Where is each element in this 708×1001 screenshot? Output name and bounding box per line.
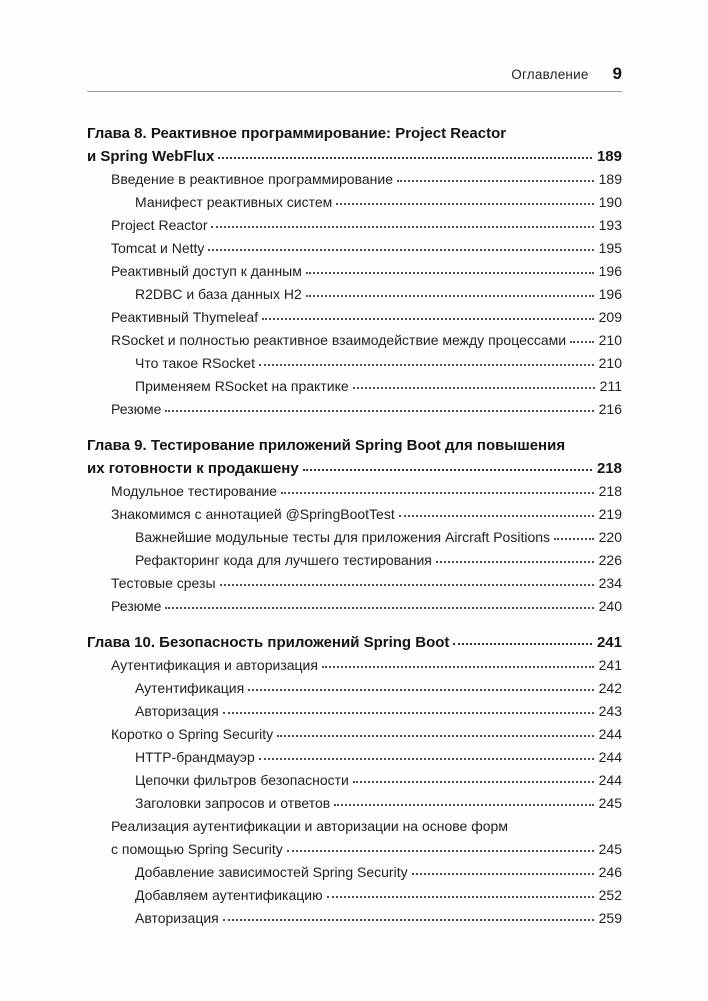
dot-leader (399, 515, 594, 517)
entry-last-line (111, 654, 622, 677)
entry-title: Манифест реактивных систем (135, 194, 333, 210)
toc-section (87, 434, 622, 618)
entry-title: Резюме (111, 598, 162, 614)
entry-title: с помощью Spring Security (111, 841, 283, 857)
entry-title: Модульное тестирование (111, 483, 278, 499)
dot-leader (327, 896, 594, 898)
toc-entry (87, 480, 622, 503)
dot-leader (165, 607, 593, 609)
entry-last-line (111, 480, 622, 503)
entry-title: Реактивный Thymeleaf (111, 309, 259, 325)
entry-last-line (135, 746, 622, 769)
entry-title: Важнейшие модульные тесты для приложения Aircraft Positions (135, 529, 551, 545)
toc-entry (87, 398, 622, 421)
dot-leader (281, 492, 594, 494)
toc-entry (87, 861, 622, 884)
dot-leader (218, 157, 592, 159)
entry-last-line (135, 283, 622, 306)
entry-page-number: 259 (598, 910, 622, 926)
entry-title: Авторизация (135, 910, 219, 926)
dot-leader (353, 387, 595, 389)
entry-page-number: 234 (598, 575, 622, 591)
entry-page-number: 245 (598, 841, 622, 857)
toc-entry (87, 168, 622, 191)
toc-entry (87, 572, 622, 595)
toc-entry (87, 792, 622, 815)
dot-leader (436, 561, 594, 563)
dot-leader (262, 318, 594, 320)
entry-title: Аутентификация и авторизация (111, 657, 318, 673)
page-header (87, 64, 622, 84)
entry-page-number: 189 (598, 171, 622, 187)
entry-page-number: 190 (598, 194, 622, 210)
toc-section (87, 122, 622, 421)
entry-title: Глава 10. Безопасность приложений Spring Boot (87, 634, 450, 651)
entry-page-number: 209 (598, 309, 622, 325)
entry-page-number: 240 (598, 598, 622, 614)
entry-last-line (87, 145, 622, 168)
dot-leader (259, 364, 594, 366)
entry-last-line (135, 526, 622, 549)
toc-entry (87, 191, 622, 214)
entry-title: Цепочки фильтров безопасности (135, 772, 349, 788)
entry-last-line (111, 237, 622, 260)
entry-page-number: 244 (598, 772, 622, 788)
entry-last-line (111, 838, 622, 861)
entry-last-line (135, 677, 622, 700)
toc-list (87, 122, 622, 930)
entry-title: Реактивный доступ к данным (111, 263, 302, 279)
toc-entry (87, 700, 622, 723)
entry-last-line (111, 723, 622, 746)
entry-page-number: 242 (598, 680, 622, 696)
entry-last-line (111, 168, 622, 191)
dot-leader (453, 643, 592, 645)
toc-entry (87, 815, 622, 861)
dot-leader (287, 850, 594, 852)
entry-title: Добавляем аутентификацию (135, 887, 323, 903)
entry-title: Тестовые срезы (111, 575, 216, 591)
entry-last-line (87, 457, 622, 480)
entry-last-line (111, 398, 622, 421)
entry-title: и Spring WebFlux (87, 148, 215, 165)
entry-last-line (135, 907, 622, 930)
entry-page-number: 211 (599, 378, 622, 394)
entry-last-line (111, 503, 622, 526)
entry-last-line (111, 260, 622, 283)
entry-page-number: 189 (596, 148, 622, 165)
dot-leader (412, 873, 594, 875)
toc-entry (87, 746, 622, 769)
entry-text-line: Глава 9. Тестирование приложений Spring Boot для повышения (87, 437, 566, 454)
running-head: Оглавление (511, 67, 589, 82)
dot-leader (353, 781, 594, 783)
dot-leader (223, 712, 594, 714)
toc-entry (87, 769, 622, 792)
entry-last-line (135, 700, 622, 723)
entry-title: RSocket и полностью реактивное взаимодействие между процессами (111, 332, 567, 348)
entry-title: Добавление зависимостей Spring Security (135, 864, 408, 880)
toc-entry (87, 677, 622, 700)
entry-page-number: 210 (598, 355, 622, 371)
entry-last-line (135, 861, 622, 884)
entry-page-number: 216 (598, 401, 622, 417)
toc-chapter-heading (87, 631, 622, 654)
dot-leader (306, 272, 594, 274)
entry-page-number: 193 (598, 217, 622, 233)
entry-title: Применяем RSocket на практике (135, 378, 349, 394)
entry-title: Коротко о Spring Security (111, 726, 274, 742)
dot-leader (570, 341, 594, 343)
dot-leader (248, 689, 593, 691)
entry-title: Заголовки запросов и ответов (135, 795, 331, 811)
toc-chapter-heading (87, 122, 622, 168)
entry-page-number: 210 (598, 332, 622, 348)
entry-title: HTTP-брандмауэр (135, 749, 255, 765)
toc-entry (87, 352, 622, 375)
entry-last-line (111, 329, 622, 352)
toc-entry (87, 884, 622, 907)
dot-leader (211, 226, 593, 228)
toc-entry (87, 375, 622, 398)
dot-leader (554, 538, 594, 540)
entry-title: Резюме (111, 401, 162, 417)
entry-page-number: 245 (598, 795, 622, 811)
entry-page-number: 220 (598, 529, 622, 545)
toc-entry (87, 503, 622, 526)
toc-entry (87, 654, 622, 677)
toc-entry (87, 549, 622, 572)
entry-page-number: 244 (598, 726, 622, 742)
entry-last-line (111, 572, 622, 595)
page-number: 9 (612, 64, 622, 83)
entry-title: Знакомимся с аннотацией @SpringBootTest (111, 506, 395, 522)
entry-last-line (135, 375, 622, 398)
dot-leader (397, 180, 594, 182)
entry-page-number: 244 (598, 749, 622, 765)
entry-last-line (111, 306, 622, 329)
entry-title: Аутентификация (135, 680, 245, 696)
entry-page-number: 243 (598, 703, 622, 719)
entry-title: Project Reactor (111, 217, 208, 233)
entry-title: Рефакторинг кода для лучшего тестирования (135, 552, 432, 568)
toc-entry (87, 595, 622, 618)
dot-leader (220, 584, 594, 586)
dot-leader (306, 295, 594, 297)
entry-page-number: 196 (598, 263, 622, 279)
entry-title: R2DBC и база данных H2 (135, 286, 302, 302)
dot-leader (303, 469, 592, 471)
entry-page-number: 252 (598, 887, 622, 903)
toc-entry (87, 723, 622, 746)
entry-last-line (135, 352, 622, 375)
toc-entry (87, 907, 622, 930)
toc-entry (87, 214, 622, 237)
entry-text-line: Глава 8. Реактивное программирование: Project Reactor (87, 125, 507, 142)
entry-page-number: 246 (598, 864, 622, 880)
entry-last-line (111, 595, 622, 618)
entry-title: их готовности к продакшену (87, 460, 299, 477)
entry-page-number: 196 (598, 286, 622, 302)
toc-entry (87, 237, 622, 260)
dot-leader (322, 666, 594, 668)
entry-page-number: 241 (596, 634, 622, 651)
toc-entry (87, 260, 622, 283)
dot-leader (277, 735, 593, 737)
entry-title: Введение в реактивное программирование (111, 171, 393, 187)
entry-page-number: 219 (598, 506, 622, 522)
header-rule (87, 91, 622, 92)
entry-last-line (135, 549, 622, 572)
dot-leader (334, 804, 593, 806)
entry-page-number: 218 (598, 483, 622, 499)
entry-last-line (135, 191, 622, 214)
entry-title: Tomcat и Netty (111, 240, 205, 256)
toc-section (87, 631, 622, 930)
entry-last-line (135, 884, 622, 907)
toc-entry (87, 306, 622, 329)
dot-leader (165, 410, 593, 412)
entry-last-line (135, 769, 622, 792)
dot-leader (208, 249, 593, 251)
entry-text-line: Реализация аутентификации и авторизации на основе форм (111, 818, 508, 834)
toc-entry (87, 329, 622, 352)
entry-last-line (135, 792, 622, 815)
entry-title: Что такое RSocket (135, 355, 255, 371)
entry-page-number: 241 (598, 657, 622, 673)
entry-last-line (111, 214, 622, 237)
entry-page-number: 226 (598, 552, 622, 568)
dot-leader (259, 758, 594, 760)
entry-page-number: 218 (596, 460, 622, 477)
toc-entry (87, 526, 622, 549)
entry-page-number: 195 (598, 240, 622, 256)
toc-chapter-heading (87, 434, 622, 480)
toc-entry (87, 283, 622, 306)
dot-leader (223, 919, 594, 921)
dot-leader (336, 203, 593, 205)
entry-last-line (87, 631, 622, 654)
entry-title: Авторизация (135, 703, 219, 719)
